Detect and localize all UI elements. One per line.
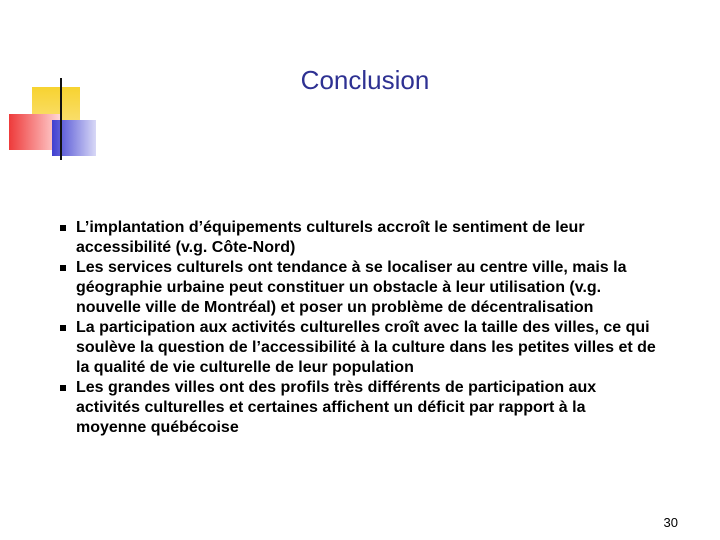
bullet-list — [60, 218, 660, 438]
bullet-text: L’implantation d’équipements culturels accroît le sentiment de leur accessibilité (v.g. Côte-Nord) — [76, 219, 585, 256]
bullet-item — [60, 258, 660, 318]
bullet-text: Les grandes villes ont des profils très différents de participation aux activités culturelles et certaines affichent un déficit par rapport à la moyenne québécoise — [76, 379, 597, 436]
bullet-text: Les services culturels ont tendance à se localiser au centre ville, mais la géographie urbaine peut constituer un obstacle à leur utilisation (v.g. nouvelle ville de Montréal) et poser un problème de décentralisation — [76, 259, 627, 316]
bullet-item — [60, 218, 660, 258]
bullet-square-icon — [60, 225, 66, 231]
bullet-square-icon — [60, 265, 66, 271]
bullet-item — [60, 378, 660, 438]
blue-square — [52, 120, 96, 156]
page-number: 30 — [663, 515, 678, 530]
bullet-text: La participation aux activités culturelles croît avec la taille des villes, ce qui soulève la question de l’accessibilité à la culture dans les petites villes et de la qualité de vie culturelle de leur population — [76, 319, 656, 376]
slide-title: Conclusion — [300, 65, 430, 95]
bullet-item — [60, 318, 660, 378]
bullet-square-icon — [60, 325, 66, 331]
bullet-square-icon — [60, 385, 66, 391]
